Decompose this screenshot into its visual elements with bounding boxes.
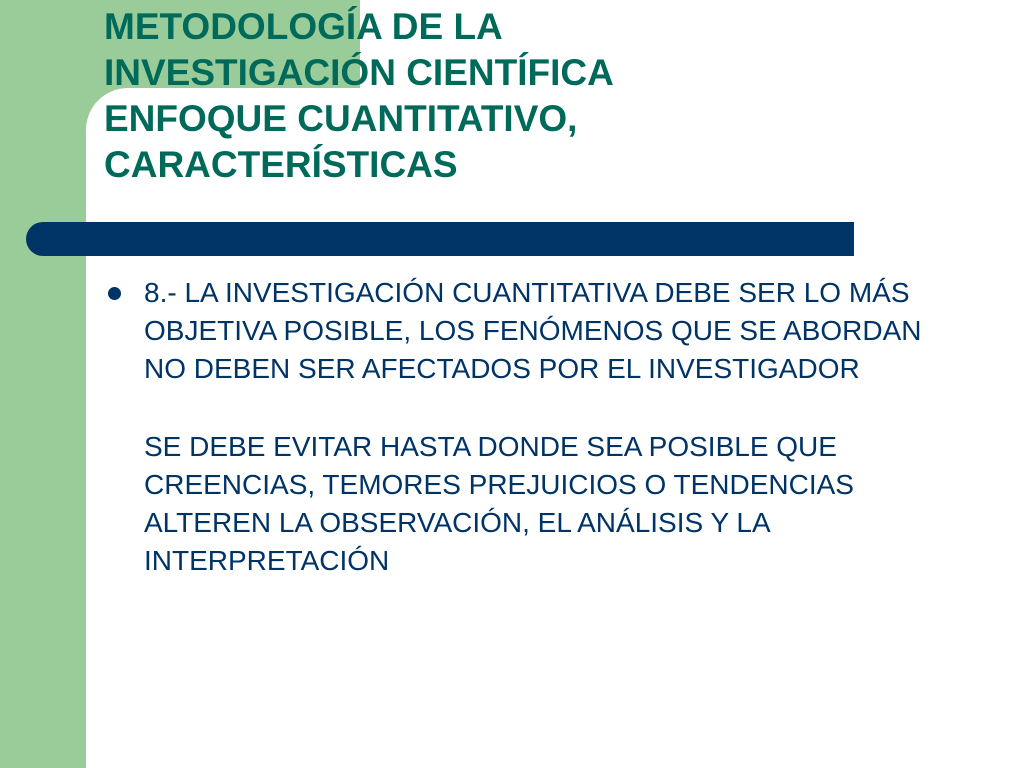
slide-title bbox=[104, 4, 1004, 188]
bullet-item bbox=[104, 274, 934, 388]
title-line-3: ENFOQUE CUANTITATIVO, bbox=[104, 98, 578, 139]
title-line-2: INVESTIGACIÓN CIENTÍFICA bbox=[104, 52, 614, 93]
title-line-1: METODOLOGÍA DE LA bbox=[104, 6, 503, 47]
body-paragraph: SE DEBE EVITAR HASTA DONDE SEA POSIBLE QUE CREENCIAS, TEMORES PREJUICIOS O TENDENCIAS ALTEREN LA OBSERVACIÓN, EL ANÁLISIS Y LA INTERPRETACIÓN bbox=[144, 431, 854, 576]
bullet-text: 8.- LA INVESTIGACIÓN CUANTITATIVA DEBE SER LO MÁS OBJETIVA POSIBLE, LOS FENÓMENOS QUE SE ABORDAN NO DEBEN SER AFECTADOS POR EL INVESTIGADOR bbox=[144, 277, 922, 384]
divider-bar bbox=[26, 222, 854, 256]
bullet-dot-icon bbox=[108, 287, 121, 300]
title-line-4: CARACTERÍSTICAS bbox=[104, 144, 458, 185]
slide-body bbox=[104, 274, 934, 580]
